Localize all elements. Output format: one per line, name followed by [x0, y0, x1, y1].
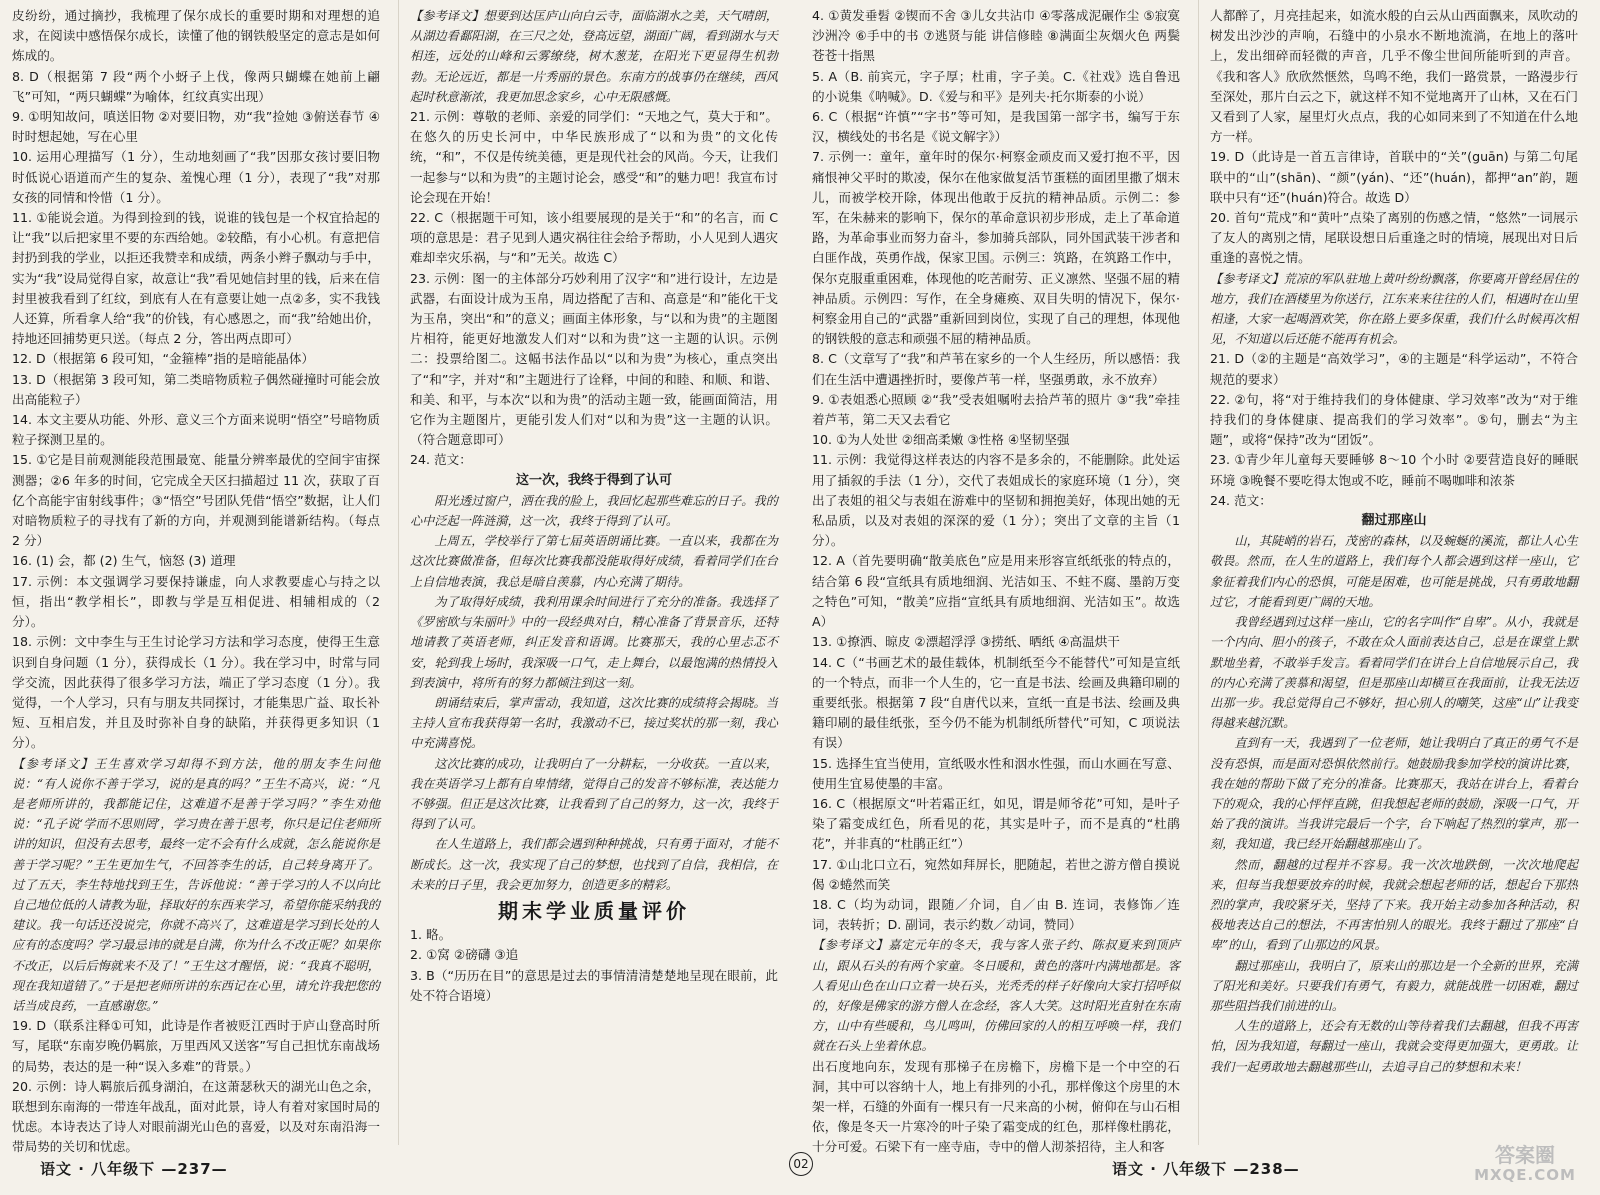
watermark-url: MXQE.COM	[1474, 1166, 1576, 1184]
left-page	[12, 0, 792, 1195]
answer-paragraph: 4. ①黄发垂髫 ②锲而不舍 ③儿女共沾巾 ④零落成泥碾作尘 ⑤寂寞沙洲冷 ⑥手中的书 ⑦逃贤与能 讲信修睦 ⑧满面尘灰烟火色 两鬓苍苍十指黑	[812, 8, 1180, 64]
essay-paragraph: 这次比赛的成功，让我明白了一分耕耘，一分收获。一直以来，我在英语学习上都有自卑情绪，觉得自己的发音不够标准，表达能力不够强。但正是这次比赛，让我看到了自己的努力，这一次，我终于得到了认可。	[410, 756, 778, 832]
right-page	[812, 0, 1592, 1195]
essay-paragraph: 朗诵结束后，掌声雷动，我知道，这次比赛的成绩将会揭晓。当主持人宣布我获得第一名时，我激动不已，接过奖状的那一刻，我心中充满喜悦。	[410, 695, 778, 751]
answer-paragraph: 19. D（联系注释①可知，此诗是作者被贬江西时于庐山登高时所写，尾联“东南岁晚仍羁旅，万里西风又送客”写自己担忧东南战场的局势，表达的是一种“误入多难”的背景。）	[12, 1018, 380, 1074]
essay-paragraph: 翻过那座山，我明白了，原来山的那边是一个全新的世界，充满了阳光和美好。只要我们有勇气，有毅力，就能战胜一切困难，翻过那些阻挡我们前进的山。	[1210, 958, 1578, 1013]
answer-paragraph: 6. C（根据“许慎”“字书”等可知，是我国第一部字书，编写于东汉，横线处的书名是《说文解字》）	[812, 109, 1180, 145]
watermark-logo	[1470, 1145, 1580, 1191]
reference-translation: 【参考译文】嘉定元年的冬天，我与客人张子约、陈叔夏来到顶庐山，跟从石头的有两个家童。冬日暖和，黄色的落叶内满地都是。客人看见山色在山口立着一块石头，光秃秃的样子好像向大家打招呼似的，好像是佛家的游方僧人在念经，客人大笑。这时阳光直射在东南方，山中有些暖和，鸟儿鸣叫，仿佛回家的人的相互呼唤一样，我们就在石头上坐着休息。	[812, 938, 1180, 1054]
answer-paragraph: 10. 运用心理描写（1 分），生动地刻画了“我”因那女孩讨要旧物时低说心语道而产生的复杂、羞愧心理（1 分），表现了“我”对那女孩的同情和怜惜（1 分）。	[12, 149, 380, 205]
answer-paragraph: 8. D（根据第 7 段“两个小蚜子上伐，像两只蝴蝶在她前上翩飞”可知，“两只蝴蝶”为喻体，红纹真实出现）	[12, 68, 380, 104]
answer-paragraph: 12. D（根据第 6 段可知，“金箍棒”指的是暗能晶体）	[12, 351, 315, 367]
answer-paragraph: 13. D（根据第 3 段可知，第二类暗物质粒子偶然碰撞时可能会放出高能粒子）	[12, 371, 380, 407]
essay-paragraph: 在人生道路上，我们都会遇到种种挑战，只有勇于面对，才能不断成长。这一次，我实现了自己的梦想，也找到了自信，我相信，在未来的日子里，我会更加努力，创造更多的精彩。	[410, 837, 778, 892]
answer-paragraph: 12. A（首先要明确“散美底色”应是用来形容宣纸纸张的特点的，结合第 6 段“宣纸具有质地细润、光洁如玉、不蛀不腐、墨韵万变之特色”可知，“散美”应指“宣纸具有质地细润、光洁如玉”。故选 A）	[812, 553, 1180, 630]
answer-paragraph: 22. ②句，将“对于维持我们的身体健康、学习效率”改为“对于维持我们的身体健康、提高我们的学习效率”。⑤句，删去“为主题”，或将“保持”改为“团饭”。	[1210, 391, 1578, 448]
answer-paragraph: 1. 略。	[410, 927, 452, 943]
answer-paragraph: 17. ①山北口立石，宛然如拜屏长，肥随起，若世之游方僧自摸说偈 ②蜷然而笑	[812, 856, 1180, 892]
section-title: 期末学业质量评价	[498, 898, 690, 923]
answer-paragraph: 20. 示例：诗人羁旅后孤身湖泊，在这萧瑟秋天的湖光山色之余，联想到东南海的一带连年战乱，面对此景，诗人有着对家国时局的忧虑。本诗表达了诗人对眼前湖光山色的喜爱，以及对东南沿海一带局势的关切和忧虑。	[12, 1078, 380, 1155]
essay-title: 翻过那座山	[1361, 513, 1427, 529]
essay-paragraph: 上周五，学校举行了第七届英语朗诵比赛。一直以来，我都在为这次比赛做准备，但每次比赛我都没能取得好成绩，看着同学们在台上自信地表演，我总是暗自羡慕，内心充满了期待。	[410, 534, 778, 589]
answer-paragraph: 16. C（根据原文“叶若霜正红，如见，谓是师爷花”可知，是叶子染了霜变成红色，所看见的花，其实是叶子，而不是真的“杜鹃花”，并非真的“杜鹃正红”）	[812, 795, 1180, 852]
essay-paragraph: 我曾经遇到过这样一座山，它的名字叫作“自卑”。从小，我就是一个内向、胆小的孩子，不敢在众人面前表达自己，总是在课堂上默默地坐着，不敢举手发言。看着同学们在讲台上自信地展示自己，我的内心充满了羡慕和渴望，但是那座山却横亘在我面前，让我无法迈出那一步。我总觉得自己不够好，担心别人的嘲笑，这座“山”让我变得越来越沉默。	[1210, 615, 1578, 731]
column-divider	[1198, 0, 1199, 1145]
left-column-2	[410, 6, 778, 1146]
page-circle-number: 02	[789, 1152, 813, 1176]
answer-paragraph: 5. A（B. 前宾元，字子厚；杜甫，字子美。C.《社戏》选自鲁迅的小说集《呐喊》。D.《爱与和平》是列夫·托尔斯泰的小说）	[812, 68, 1180, 104]
answer-paragraph: 3. B（“历历在目”的意思是过去的事情清清楚楚地呈现在眼前，此处不符合语境）	[410, 967, 778, 1003]
essay-paragraph: 阳光透过窗户，洒在我的脸上，我回忆起那些难忘的日子。我的心中泛起一阵涟漪，这一次，我终于得到了认可。	[410, 493, 778, 529]
answer-paragraph: 17. 示例：本文强调学习要保持谦虚，向人求教要虚心与持之以恒，指出“教学相长”，即教与学是互相促进、相辅相成的（2 分）。	[12, 573, 380, 630]
answer-paragraph: 人都醉了，月亮挂起来，如流水般的白云从山西面飘来，凤吹动的树发出沙沙的声响，石缝中的小泉水不断地流淌，在地上的落叶上，发出细碎而轻微的声音，几乎不像尘世间所能听到的声音。《我和客人》欣欣然惬然，鸟鸣不绝，我们一路赏景，一路漫步行至深处，那片白云之下，就这样不知不觉地离开了山林，又在石门又看到了人家，屋里灯火点点，我的心如同来到了不知道在什么地方一样。	[1210, 8, 1578, 145]
essay-title: 这一次，我终于得到了认可	[515, 472, 672, 488]
essay-paragraph: 直到有一天，我遇到了一位老师，她让我明白了真正的勇气不是没有恐惧，而是面对恐惧依然前行。她鼓励我参加学校的演讲比赛，我在她的帮助下做了充分的准备。比赛那天，我站在讲台上，看着台下的观众，我的心怦怦直跳，但我想起老师的鼓励，深吸一口气，开始了我的演讲。当我讲完最后一个字，台下响起了热烈的掌声，那一刻，我知道，我已经开始翻越那座山了。	[1210, 736, 1578, 852]
essay-paragraph: 人生的道路上，还会有无数的山等待着我们去翻越，但我不再害怕，因为我知道，每翻过一座山，我就会变得更加强大，更勇敢。让我们一起勇敢地去翻越那些山，去追寻自己的梦想和未来！	[1210, 1019, 1578, 1074]
answer-paragraph: 13. ①撩洒、晾皮 ②漂超浮浮 ③捞纸、晒纸 ④高温烘干	[812, 634, 1120, 650]
answer-paragraph: 21. D（②的主题是“高效学习”，④的主题是“科学运动”，不符合规范的要求）	[1210, 351, 1578, 387]
answer-paragraph: 9. ①表姐悉心照顾 ②“我”受表姐嘱咐去拾芦苇的照片 ③“我”牵挂着芦苇，第二天又去看它	[812, 391, 1180, 428]
answer-paragraph: 14. C（“书画艺术的最佳载体，机制纸至今不能替代”可知是宣纸的一个特点，而非一个人生的，它一直是书法、绘画及典籍印刷的重要纸张。根据第 7 段“自唐代以来，宣纸一直是书法、绘画及典籍印刷的最佳纸张，至今仍不能为机制纸所替代”可知，C 项说法有误）	[812, 654, 1180, 751]
answer-paragraph: 18. C（均为动词，跟随／介词，自／由 B. 连词，表修饰／连词，表转折；D. 副词，表示约数／动词，赞同）	[812, 896, 1180, 933]
answer-paragraph: 出石度地向东，发现有那梯子在房檐下，房檐下是一个中空的石洞，其中可以容纳十人，地上有排列的小孔，那样像这个房里的木架一样，石缝的外面有一棵只有一尺来高的小树，俯仰在与山石相依，像是冬天一片寒冷的叶子染了霜变成的红色，那样像杜鹃花，十分可爱。石梁下有一座寺庙，寺中的僧人沏茶招待，主人和客	[812, 1058, 1180, 1155]
answer-paragraph: 皮纷纷，通过摘抄，我梳理了保尔成长的重要时期和对理想的追求，在阅读中感悟保尔成长，读懂了他的钢铁般坚定的意志是如何炼成的。	[12, 8, 380, 64]
footer-right-page-number: 语文 · 八年级下 —238—	[1112, 1160, 1300, 1178]
answer-paragraph: 14. 本文主要从功能、外形、意义三个方面来说明“悟空”号暗物质粒子探测卫星的。	[12, 412, 380, 448]
watermark-brand: 答案圈	[1495, 1143, 1555, 1167]
essay-paragraph: 为了取得好成绩，我利用课余时间进行了充分的准备。我选择了《罗密欧与朱丽叶》中的一段经典对白，精心准备了背景音乐，还特地请教了英语老师，纠正发音和语调。比赛那天，我的心里忐忑不安，轮到我上场时，我深吸一口气，走上舞台，以最饱满的热情投入到表演中，将所有的努力都倾注到这一刻。	[410, 594, 778, 690]
answer-paragraph: 10. ①为人处世 ②细高柔嫩 ③性格 ④坚韧坚强	[812, 432, 1070, 448]
left-column-1	[12, 6, 380, 1155]
answer-paragraph: 11. 示例：我觉得这样表达的内容不是多余的，不能删除。此处运用了插叙的手法（1 分），交代了表姐成长的家庭环境（1 分），突出了表姐的祖父与表姐在游难中的坚韧和拥抱美好，体现出她的无私品质，以及对表姐的深深的爱（1 分）；突出了文章的主旨（1 分）。	[812, 452, 1180, 549]
answer-paragraph: 2. ①窝 ②磅礴 ③追	[410, 947, 519, 963]
answer-paragraph: 8. C（文章写了“我”和芦苇在家乡的一个人生经历，所以感悟：我们在生活中遭遇挫折时，要像芦苇一样，坚强勇敢，永不放弃）	[812, 351, 1180, 387]
answer-paragraph: 15. 选择生宜当使用，宣纸吸水性和洇水性强，而山水画在写意、使用生宜易使墨的丰富。	[812, 755, 1180, 791]
right-column-2	[1210, 6, 1578, 1146]
answer-paragraph: 9. ①明知故问，嗔送旧物 ②对要旧物，劝“我”捡她 ③俯送春节 ④时时想起她，写在心里	[12, 109, 380, 145]
reference-translation: 【参考译文】荒凉的军队驻地上黄叶纷纷飘落，你要离开曾经居住的地方，我们在酒楼里为你送行，江东来来往往的人们，相遇时在山里相逢，大家一起喝酒欢笑，你在路上要多保重，我们什么时候再次相见，不知道以后还能不能再有机会。	[1210, 271, 1578, 347]
answer-paragraph: 7. 示例一：童年，童年时的保尔·柯察金顽皮而又爱打抱不平，因痛恨神父平时的欺凌，保尔在他家做复活节蛋糕的面团里撒了烟末儿，而被学校开除，体现出他敢于反抗的精神品质。示例二：参军，在朱赫来的影响下，保尔的革命意识初步形成，走上了革命道路，为革命事业而努力奋斗，参加骑兵部队，同外国武装干涉者和白匪作战，英勇作战，保家卫国。示例三：筑路，在筑路工作中，保尔克服重重困难，体现他的吃苦耐劳、正义凛然、坚强不屈的精神品质。示例四：写作，在全身瘫痪、双目失明的情况下，保尔·柯察金用自己的“武器”重新回到岗位，实现了自己的理想，体现他的钢铁般的意志和顽强不屈的精神品质。	[812, 149, 1180, 347]
answer-paragraph: 15. ①它是目前观测能段范围最宽、能量分辨率最优的空间宇宙探测器；②6 年多的时间，它完成全天区扫描超过 11 次，获取了百亿个高能宇宙射线事件；③“悟空”号团队凭借“悟空”数据，让人们对暗物质粒子的寻找有了新的方向，并观测到能谱新结构。（每点 2 分）	[12, 452, 380, 549]
footer-left-page-number: 语文 · 八年级下 —237—	[40, 1160, 228, 1178]
answer-paragraph: 24. 范文：	[410, 452, 472, 468]
answer-paragraph: 19. D（此诗是一首五言律诗，首联中的“关”(guān) 与第二句尾联中的“山”(shān)、“颜”(yán)、“还”(huán)，都押“an”韵，题联中只有“还”(huán)符合。故选 D）	[1210, 149, 1578, 205]
answer-paragraph: 11. ①能说会道。为得到捡到的钱，说谁的钱包是一个权宜拾起的让“我”以后把家里不要的东西给她。②较酷，有小心机。有意把信封扔到我的学业，以拒还我赞幸和成绩，两条小辫子飘动与手中，实为“我”设局觉得自家，故意让“我”看见她信封里的钱，后来在信封里被我看到了红纹，到底有人在有意要让她一点②多，实不我钱人还算，所看拿人给“我”的价钱，有心感恩之，而“我”给她出价，持地还回捕势更只送。（每点 2 分，答出两点即可）	[12, 210, 380, 347]
answer-paragraph: 18. 示例：文中李生与王生讨论学习方法和学习态度，使得王生意识到自身问题（1 分），获得成长（1 分）。我在学习中，时常与同学交流，因此获得了很多学习方法，端正了学习态度（1 分）。我觉得，一个人学习，只有与朋友共同探讨，才能集思广益、取长补短、互相启发，并且及时弥补自身的缺陷，并获得更多知识（1 分）。	[12, 634, 380, 751]
right-column-1	[812, 6, 1180, 1155]
answer-paragraph: 20. 首句“荒戍”和“黄叶”点染了离别的伤感之情，“悠然”一词展示了友人的离别之情，尾联设想日后重逢之时的情境，展现出对日后重逢的喜悦之情。	[1210, 210, 1578, 266]
answer-paragraph: 23. ①青少年儿童每天要睡够 8～10 个小时 ②要营造良好的睡眠环境 ③晚餐不要吃得太饱或不吃，睡前不喝咖啡和浓茶	[1210, 452, 1578, 488]
essay-paragraph: 山，其陡峭的岩石，茂密的森林，以及蜿蜒的溪流，都让人心生敬畏。然而，在人生的道路上，我们每个人都会遇到这样一座山，它象征着我们内心的恐惧，可能是困难，也可能是挑战，只有勇敢地翻过它，才能看到更广阔的天地。	[1210, 534, 1578, 609]
essay-paragraph: 然而，翻越的过程并不容易。我一次次地跌倒，一次次地爬起来，但每当我想要放弃的时候，我就会想起老师的话，想起台下那热烈的掌声，我咬紧牙关，坚持了下来。我开始主动参加各种活动，积极地表达自己的想法，不再害怕别人的眼光。我终于翻过了那座“自卑”的山，看到了山那边的风景。	[1210, 857, 1578, 953]
reference-translation: 【参考译文】想要到达匡庐山向白云寺，面临湖水之美，天气晴朗，从湖边看鄱阳湖，在三尺之处，登高远望，湖面广阔，看到湖水与天相连，远处的山峰和云雾缭绕，树木葱茏，在阳光下更显得生机勃勃。无论远近，都是一片秀丽的景色。东南方的战事仍在继续，西风起时秋意渐浓，我更加思念家乡，心中无限感慨。	[410, 9, 778, 104]
answer-paragraph: 22. C（根据题干可知，该小组要展现的是关于“和”的名言，而 C 项的意思是：君子见到人遇灾祸往往会给予帮助，小人见到人遇灾难却幸灾乐祸，与“和”无关。故选 C）	[410, 210, 778, 266]
answer-paragraph: 24. 范文：	[1210, 492, 1272, 508]
column-divider	[398, 0, 399, 1145]
answer-paragraph: 23. 示例：图一的主体部分巧妙利用了汉字“和”进行设计，左边是武器，右面设计成为玉帛，周边搭配了吉和、高意是“和”能化干戈为玉帛，突出“和”的意义；画面主体形象，与“以和为贵”的主题图片相符，能更好地激发人们对“以和为贵”这一主题的认识。示例二：投票给图二。这幅书法作品以“以和为贵”为核心，重点突出了“和”字，并对“和”主题进行了诠释，中间的和睦、和顺、和谐、和美、和平，与本次“以和为贵”的活动主题一致，能画面简洁，用它作为主题图片，更能引发人们对“以和为贵”这一主题的认识。（符合题意即可）	[410, 270, 778, 448]
reference-translation: 【参考译文】王生喜欢学习却得不到方法，他的朋友李生问他说：“有人说你不善于学习，说的是真的吗？”王生不高兴，说：“凡是老师所讲的，我都能记住，这难道不是善于学习吗？”李生劝他说：“孔子说‘学而不思则罔’，学习贵在善于思考，你只是记住老师所讲的知识，但没有去思考，最终一定不会有什么成就，怎么能说你是善于学习呢？”王生更加生气，不回答李生的话，自己转身离开了。过了五天，李生特地找到王生，告诉他说：“善于学习的人不以向比自己地位低的人请教为耻，择取好的东西来学习，希望你能采纳我的建议。我一句话还没说完，你就不高兴了，这难道是学习到长处的人应有的态度吗？学习最忌讳的就是自满，你为什么不改正呢？如果你不改正，以后后悔就来不及了！”王生这才醒悟，说：“我真不聪明，现在我知道错了。”于是把老师所讲的东西记在心里，请允许我把您的话当成良药，一直感谢您。”	[12, 756, 380, 1013]
answer-paragraph: 21. 示例：尊敬的老师、亲爱的同学们：“天地之气，莫大于和”。在悠久的历史长河中，中华民族形成了“以和为贵”的文化传统，“和”，不仅是传统美德，更是现代社会的风尚。今天，让我们一起参与“以和为贵”的主题讨论会，感受“和”的魅力吧！我宣布讨论会现在开始！	[410, 109, 778, 205]
answer-paragraph: 16. (1) 会，都 (2) 生气，恼怒 (3) 道理	[12, 553, 236, 569]
